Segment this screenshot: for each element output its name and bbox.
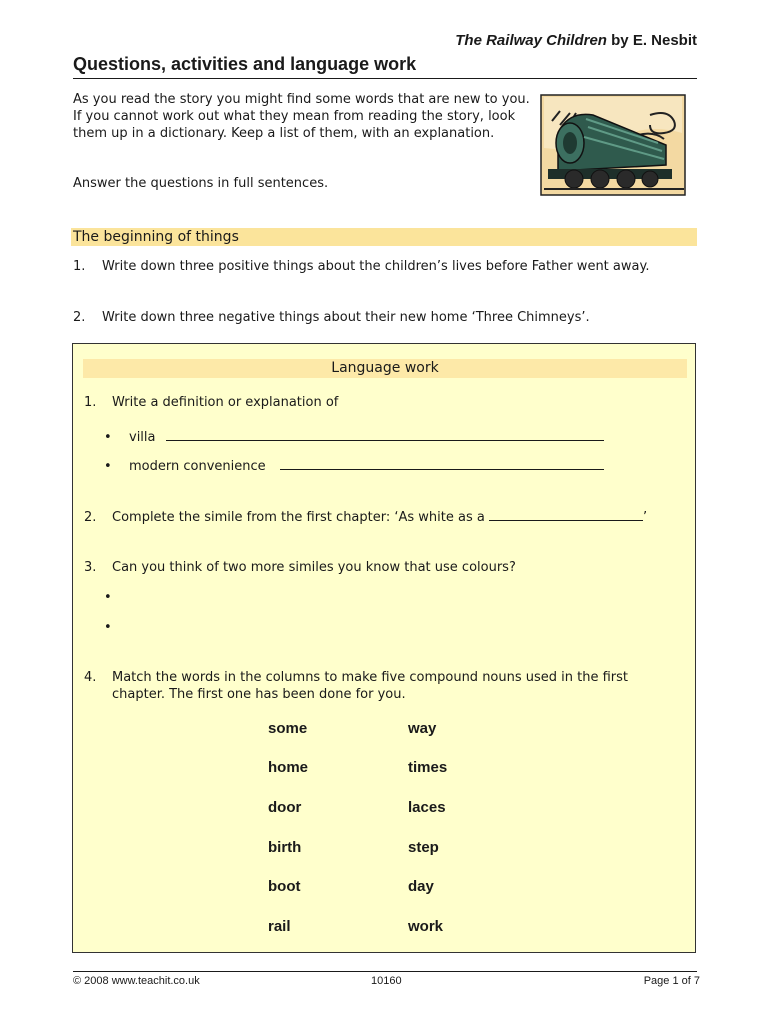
lw-question-text: Write a definition or explanation of	[112, 395, 339, 410]
bullet-icon: •	[104, 620, 112, 635]
word-column-a: boot	[268, 878, 301, 895]
book-title-italic: The Railway Children	[455, 32, 607, 49]
word-column-a: birth	[268, 839, 302, 856]
section-title: The beginning of things	[73, 229, 239, 245]
lw-question-text: Can you think of two more similes you know that use colours?	[112, 560, 516, 575]
term-label: villa	[129, 430, 156, 445]
word-column-a: home	[268, 759, 309, 776]
lw-question-number: 3.	[84, 560, 97, 575]
question-number: 1.	[73, 259, 86, 274]
word-column-b: laces	[408, 799, 446, 816]
word-column-a: rail	[268, 918, 291, 935]
header-rule	[73, 78, 697, 79]
question-number: 2.	[73, 310, 86, 325]
book-title	[455, 32, 697, 49]
word-column-b: times	[408, 759, 448, 776]
footer-rule	[73, 971, 697, 972]
term-label: modern convenience	[129, 459, 266, 474]
word-column-b: work	[408, 918, 444, 935]
closing-quote: ’	[643, 510, 648, 525]
page-title: Questions, activities and language work	[73, 54, 417, 74]
word-column-a: some	[268, 720, 308, 737]
term-item	[129, 429, 604, 446]
intro-instruction: Answer the questions in full sentences.	[73, 176, 329, 191]
word-column-b: way	[408, 720, 437, 737]
answer-blank[interactable]	[489, 509, 643, 521]
lw-question-number: 4.	[84, 670, 97, 685]
language-work-title: Language work	[331, 360, 439, 376]
footer-page-number: Page 1 of 7	[643, 975, 700, 987]
intro-paragraph: As you read the story you might find some words that are new to you. If you cannot work out what they mean from reading the story, look them up in a dictionary. Keep a list of them, with an explanation.	[73, 92, 530, 141]
answer-blank[interactable]	[166, 429, 604, 441]
steam-train-illustration-icon	[538, 93, 688, 199]
lw-question-text: Match the words in the columns to make five compound nouns used in the first chapter. The first one has been done for you.	[112, 670, 629, 702]
author: by E. Nesbit	[611, 32, 697, 49]
lw-question-number: 1.	[84, 395, 97, 410]
answer-blank[interactable]	[280, 458, 604, 470]
term-item	[129, 458, 604, 475]
footer-code: 10160	[371, 975, 402, 987]
word-column-b: step	[408, 839, 439, 856]
question-text: Write down three positive things about the children’s lives before Father went away.	[102, 259, 650, 274]
bullet-icon: •	[104, 430, 112, 445]
word-column-b: day	[408, 878, 434, 895]
bullet-icon: •	[104, 459, 112, 474]
bullet-icon: •	[104, 590, 112, 605]
lw-question-number: 2.	[84, 510, 97, 525]
question-text: Write down three negative things about their new home ‘Three Chimneys’.	[102, 310, 590, 325]
simile-prompt: Complete the simile from the first chapter: ‘As white as a	[112, 510, 485, 525]
word-column-a: door	[268, 799, 302, 816]
lw-question-text	[112, 509, 647, 526]
footer-copyright: © 2008 www.teachit.co.uk	[73, 975, 200, 987]
